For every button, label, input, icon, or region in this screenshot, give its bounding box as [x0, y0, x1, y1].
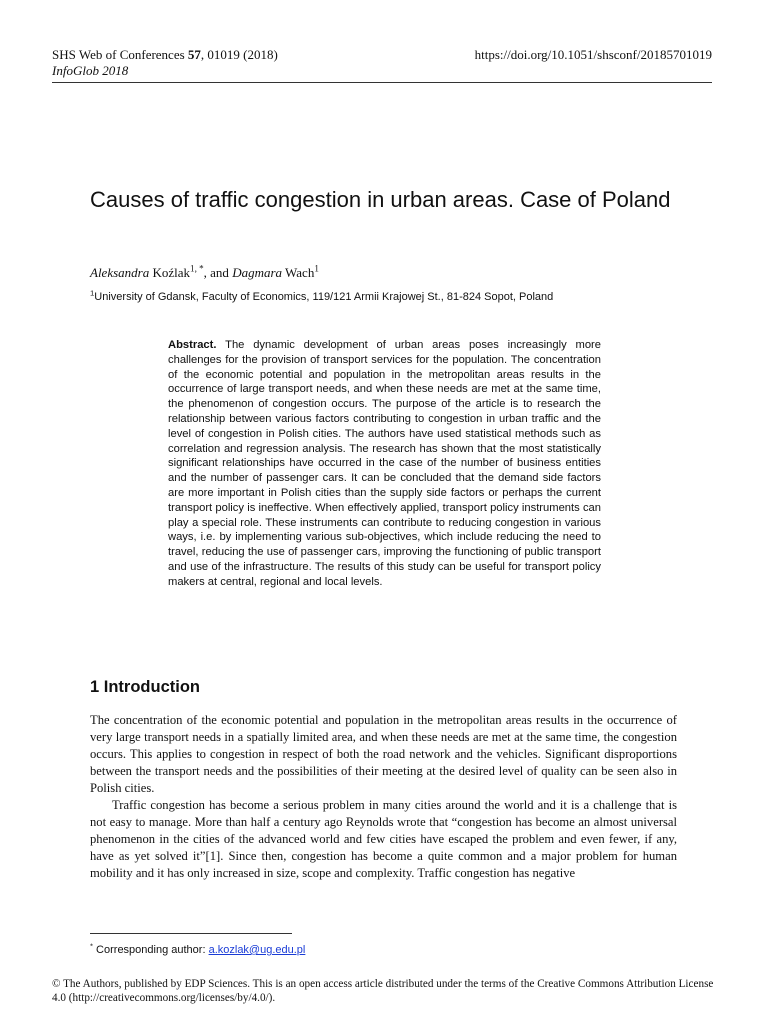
corresponding-email-link[interactable]: a.kozlak@ug.edu.pl [208, 944, 306, 956]
paragraph: The concentration of the economic potential and population in the metropolitan areas results in the occurrence of very large transport needs in a spatially limited area, and when these needs are met at the same time, the congestion occurs. This applies to congestion in respect of both the road network and the vehicles. Significant disproportions between the transport needs and the possibilities of their meeting at the desired level of quality can be seen also in Polish cities. [90, 713, 677, 795]
header-divider [52, 82, 712, 83]
introduction-body [90, 712, 677, 882]
running-header-left [52, 47, 278, 79]
footnote-divider [90, 933, 292, 934]
affiliation-mark: 1 [90, 288, 95, 298]
footnote-label: Corresponding author: [93, 944, 209, 956]
author1-last-name: Koźlak [149, 265, 191, 280]
author1-first-name: Aleksandra [90, 265, 150, 280]
author2-last-name: Wach [282, 265, 315, 280]
abstract [168, 338, 601, 590]
license-notice: © The Authors, published by EDP Sciences. This is an open access article distributed under the terms of the Creative Commons Attribution License 4.0 (http://creativecommons.org/licenses/by/4.0/). [52, 978, 714, 1004]
doi-link[interactable]: https://doi.org/10.1051/shsconf/20185701019 [474, 47, 712, 62]
abstract-text: The dynamic development of urban areas poses increasingly more challenges for the provision of transport services for the population. The concentration of the economic potential and population in the metropolitan areas results in the occurrence of large transport needs, and when these needs are met at the same time, the phenomenon of congestion occurs. The purpose of the article is to research the relationship between various factors contributing to congestion in urban traffic and the level of congestion in Polish cities. The authors have used statistical methods such as correlation and regression analysis. The research has shown that the most statistically significant relationships have occurred in the case of the number of business entities and the number of passenger cars. It can be concluded that the demand side factors are more important in Polish cities than the supply side factors or perhaps the current transport policy is ineffective. When effectively applied, transport policy instruments can play a special role. These instruments can contribute to reducing congestion in various ways, i.e. by implementing various sub-objectives, which include reducing the need to travel, reducing the use of passenger cars, improving the functioning of public transport and use of the infrastructure. The results of this study can be useful for transport policy makers at central, regional and local levels. [168, 339, 601, 588]
author1-affiliation-mark: 1, * [190, 263, 204, 274]
author-line [90, 265, 319, 281]
paper-title: Causes of traffic congestion in urban areas. Case of Poland [90, 187, 671, 212]
footnote-mark: * [90, 941, 93, 951]
author2-first-name: Dagmara [232, 265, 283, 280]
footnote [90, 943, 305, 957]
journal-name: SHS Web of Conferences [52, 47, 188, 62]
article-number: , 01019 (2018) [200, 47, 278, 62]
conference-name: InfoGlob 2018 [52, 63, 129, 78]
journal-volume: 57 [187, 47, 201, 62]
section-heading-introduction: 1 Introduction [90, 678, 200, 696]
paragraph: Traffic congestion has become a serious problem in many cities around the world and it is a challenge that is not easy to manage. More than half a century ago Reynolds wrote that “congestion has become an almost universal phenomenon in the cities of the advanced world and few cities have escaped the problem and even fewer, if any, have as yet solved it”[1]. Since then, congestion has become a quite common and a major problem for human mobility and it has only increased in size, scope and complexity. Traffic congestion has negative [90, 798, 677, 880]
journal-citation [52, 47, 278, 63]
author2-affiliation-mark: 1 [314, 263, 319, 274]
affiliation [90, 290, 720, 304]
author-separator: , and [203, 265, 233, 280]
abstract-label: Abstract. [168, 339, 217, 351]
affiliation-text: University of Gdansk, Faculty of Economics, 119/121 Armii Krajowej St., 81-824 Sopot, Poland [94, 291, 554, 303]
